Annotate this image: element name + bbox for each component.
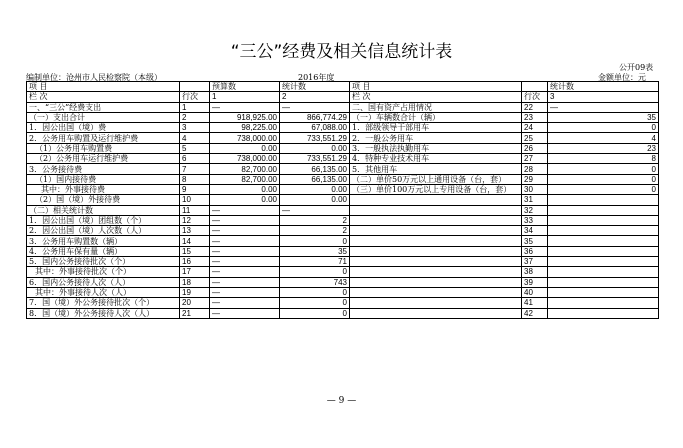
right-actual-value: 4 bbox=[548, 133, 659, 143]
actual-value: 71 bbox=[280, 257, 350, 267]
actual-value: 733,551.29 bbox=[280, 154, 350, 164]
statistics-table bbox=[26, 81, 659, 319]
table-row bbox=[27, 287, 659, 297]
right-row-no: 22 bbox=[522, 102, 548, 112]
left-item-label: 3．公务接待费 bbox=[27, 164, 180, 174]
budget-value: 82,700.00 bbox=[210, 174, 280, 184]
right-row-no: 33 bbox=[522, 215, 548, 225]
right-row-no: 23 bbox=[522, 112, 548, 122]
left-row-no: 11 bbox=[180, 205, 210, 215]
right-item-label: 3．一般执法执勤用车 bbox=[350, 143, 522, 153]
left-item-label: （2）国（境）外接待费 bbox=[27, 195, 180, 205]
budget-value: — bbox=[210, 215, 280, 225]
left-row-no: 14 bbox=[180, 236, 210, 246]
table-row bbox=[27, 277, 659, 287]
left-row-no: 21 bbox=[180, 308, 210, 318]
table-row bbox=[27, 226, 659, 236]
left-row-no: 7 bbox=[180, 164, 210, 174]
actual-value: 0.00 bbox=[280, 184, 350, 194]
left-row-no: 4 bbox=[180, 133, 210, 143]
right-item-label bbox=[350, 267, 522, 277]
header-actual: 统计数 bbox=[280, 82, 350, 92]
actual-value: 0 bbox=[280, 287, 350, 297]
header-actual-right: 统计数 bbox=[548, 82, 659, 92]
table-row bbox=[27, 195, 659, 205]
table-row bbox=[27, 123, 659, 133]
right-item-label bbox=[350, 215, 522, 225]
budget-value: — bbox=[210, 277, 280, 287]
left-row-no: 12 bbox=[180, 215, 210, 225]
left-row-no: 19 bbox=[180, 287, 210, 297]
left-row-no: 9 bbox=[180, 184, 210, 194]
left-item-label: （1）公务用车购置费 bbox=[27, 143, 180, 153]
right-actual-value: — bbox=[548, 102, 659, 112]
right-row-no: 35 bbox=[522, 236, 548, 246]
table-row bbox=[27, 246, 659, 256]
right-row-no: 37 bbox=[522, 257, 548, 267]
left-item-label: 2．因公出国（境）人次数（人） bbox=[27, 226, 180, 236]
left-item-label: 其中：外事接待批次（个） bbox=[27, 267, 180, 277]
left-row-no: 5 bbox=[180, 143, 210, 153]
actual-value: 0 bbox=[280, 308, 350, 318]
right-actual-value bbox=[548, 287, 659, 297]
table-row bbox=[27, 184, 659, 194]
left-item-label: 1．因公出国（境）费 bbox=[27, 123, 180, 133]
left-item-label: （1）国内接待费 bbox=[27, 174, 180, 184]
header-row bbox=[27, 82, 659, 92]
budget-value: 0.00 bbox=[210, 143, 280, 153]
budget-value: 0.00 bbox=[210, 184, 280, 194]
right-item-label: 二、国有资产占用情况 bbox=[350, 102, 522, 112]
left-row-no: 8 bbox=[180, 174, 210, 184]
left-item-label: 其中：外事接待人次（人） bbox=[27, 287, 180, 297]
table-row bbox=[27, 257, 659, 267]
report-year: 2016年度 bbox=[298, 73, 335, 82]
left-item-label: 8．国（境）外公务接待人次（人） bbox=[27, 308, 180, 318]
actual-value: 0.00 bbox=[280, 143, 350, 153]
right-actual-value bbox=[548, 308, 659, 318]
column-label: 栏 次 bbox=[27, 92, 180, 102]
column-label-right: 栏 次 bbox=[350, 92, 522, 102]
page-number: — 9 — bbox=[326, 396, 357, 406]
left-row-no: 15 bbox=[180, 246, 210, 256]
right-row-no: 40 bbox=[522, 287, 548, 297]
right-item-label: （二）单价50万元以上通用设备（台，套） bbox=[350, 174, 522, 184]
right-item-label: （三）单价100万元以上专用设备（台，套） bbox=[350, 184, 522, 194]
table-row bbox=[27, 205, 659, 215]
budget-value: 738,000.00 bbox=[210, 154, 280, 164]
right-item-label bbox=[350, 226, 522, 236]
left-item-label: 3．公务用车购置数（辆） bbox=[27, 236, 180, 246]
budget-value: 918,925.00 bbox=[210, 112, 280, 122]
table-row bbox=[27, 236, 659, 246]
right-row-no: 26 bbox=[522, 143, 548, 153]
actual-value: 67,088.00 bbox=[280, 123, 350, 133]
right-item-label: 4．特种专业技术用车 bbox=[350, 154, 522, 164]
right-item-label: 2．一般公务用车 bbox=[350, 133, 522, 143]
budget-value: 738,000.00 bbox=[210, 133, 280, 143]
right-item-label bbox=[350, 277, 522, 287]
budget-value: 82,700.00 bbox=[210, 164, 280, 174]
actual-value: 66,135.00 bbox=[280, 174, 350, 184]
right-actual-value bbox=[548, 277, 659, 287]
left-row-no: 10 bbox=[180, 195, 210, 205]
column-3: 3 bbox=[548, 92, 659, 102]
actual-value: 0 bbox=[280, 298, 350, 308]
actual-value: 2 bbox=[280, 215, 350, 225]
right-actual-value bbox=[548, 246, 659, 256]
left-item-label: 1．因公出国（境）团组数（个） bbox=[27, 215, 180, 225]
header-item-right: 项 目 bbox=[350, 82, 522, 92]
budget-value: 0.00 bbox=[210, 195, 280, 205]
actual-value: 0.00 bbox=[280, 195, 350, 205]
table-row bbox=[27, 133, 659, 143]
table-row bbox=[27, 164, 659, 174]
left-row-no: 20 bbox=[180, 298, 210, 308]
amount-unit: 金额单位：元 bbox=[598, 73, 646, 82]
right-row-no: 42 bbox=[522, 308, 548, 318]
form-code: 公开09表 bbox=[619, 63, 654, 72]
left-row-no: 16 bbox=[180, 257, 210, 267]
right-actual-value: 0 bbox=[548, 123, 659, 133]
actual-value: 743 bbox=[280, 277, 350, 287]
table-row bbox=[27, 298, 659, 308]
budget-value: — bbox=[210, 267, 280, 277]
right-item-label bbox=[350, 246, 522, 256]
left-row-no: 6 bbox=[180, 154, 210, 164]
row-no-label-right: 行次 bbox=[522, 92, 548, 102]
left-item-label: 7．国（境）外公务接待批次（个） bbox=[27, 298, 180, 308]
header-item: 项 目 bbox=[27, 82, 180, 92]
right-actual-value bbox=[548, 298, 659, 308]
right-row-no: 39 bbox=[522, 277, 548, 287]
right-actual-value bbox=[548, 257, 659, 267]
right-actual-value bbox=[548, 267, 659, 277]
table-row bbox=[27, 112, 659, 122]
right-actual-value bbox=[548, 195, 659, 205]
compiling-unit: 编制单位：沧州市人民检察院（本级） bbox=[26, 73, 162, 82]
actual-value: 0 bbox=[280, 236, 350, 246]
right-actual-value bbox=[548, 236, 659, 246]
table-row bbox=[27, 215, 659, 225]
right-item-label: （一）车辆数合计（辆） bbox=[350, 112, 522, 122]
right-actual-value: 0 bbox=[548, 164, 659, 174]
right-row-no: 36 bbox=[522, 246, 548, 256]
right-actual-value bbox=[548, 205, 659, 215]
budget-value: — bbox=[210, 226, 280, 236]
right-actual-value bbox=[548, 226, 659, 236]
right-row-no: 28 bbox=[522, 164, 548, 174]
column-index-row bbox=[27, 92, 659, 102]
right-actual-value: 23 bbox=[548, 143, 659, 153]
right-item-label bbox=[350, 257, 522, 267]
left-item-label: 5．国内公务接待批次（个） bbox=[27, 257, 180, 267]
table-row bbox=[27, 154, 659, 164]
actual-value: 35 bbox=[280, 246, 350, 256]
table-row bbox=[27, 308, 659, 318]
right-row-no: 29 bbox=[522, 174, 548, 184]
table-row bbox=[27, 267, 659, 277]
budget-value: — bbox=[210, 102, 280, 112]
column-1: 1 bbox=[210, 92, 280, 102]
right-row-no: 41 bbox=[522, 298, 548, 308]
right-actual-value: 8 bbox=[548, 154, 659, 164]
page-title: “三公”经费及相关信息统计表 bbox=[230, 42, 453, 62]
right-row-no: 24 bbox=[522, 123, 548, 133]
budget-value: — bbox=[210, 246, 280, 256]
right-actual-value: 0 bbox=[548, 184, 659, 194]
right-actual-value bbox=[548, 215, 659, 225]
right-item-label: 1．部级领导干部用车 bbox=[350, 123, 522, 133]
right-item-label bbox=[350, 308, 522, 318]
right-row-no: 34 bbox=[522, 226, 548, 236]
left-item-label: 一、“三公”经费支出 bbox=[27, 102, 180, 112]
right-row-no: 30 bbox=[522, 184, 548, 194]
budget-value: — bbox=[210, 287, 280, 297]
left-row-no: 1 bbox=[180, 102, 210, 112]
left-item-label: 其中：外事接待费 bbox=[27, 184, 180, 194]
right-row-no: 31 bbox=[522, 195, 548, 205]
right-item-label: 5．其他用车 bbox=[350, 164, 522, 174]
left-item-label: （二）相关统计数 bbox=[27, 205, 180, 215]
budget-value: 98,225.00 bbox=[210, 123, 280, 133]
right-actual-value: 0 bbox=[548, 174, 659, 184]
left-row-no: 18 bbox=[180, 277, 210, 287]
right-item-label bbox=[350, 287, 522, 297]
actual-value: — bbox=[280, 205, 350, 215]
table-row bbox=[27, 102, 659, 112]
right-row-no: 25 bbox=[522, 133, 548, 143]
budget-value: — bbox=[210, 257, 280, 267]
table-row bbox=[27, 174, 659, 184]
right-item-label bbox=[350, 195, 522, 205]
right-row-no: 38 bbox=[522, 267, 548, 277]
left-item-label: 2．公务用车购置及运行维护费 bbox=[27, 133, 180, 143]
budget-value: — bbox=[210, 205, 280, 215]
left-item-label: （2）公务用车运行维护费 bbox=[27, 154, 180, 164]
row-no-label: 行次 bbox=[180, 92, 210, 102]
right-row-no: 32 bbox=[522, 205, 548, 215]
left-row-no: 17 bbox=[180, 267, 210, 277]
budget-value: — bbox=[210, 236, 280, 246]
actual-value: 733,551.29 bbox=[280, 133, 350, 143]
right-row-no: 27 bbox=[522, 154, 548, 164]
budget-value: — bbox=[210, 308, 280, 318]
header-budget: 预算数 bbox=[210, 82, 280, 92]
actual-value: — bbox=[280, 102, 350, 112]
column-2: 2 bbox=[280, 92, 350, 102]
left-item-label: （一）支出合计 bbox=[27, 112, 180, 122]
left-row-no: 3 bbox=[180, 123, 210, 133]
table-row bbox=[27, 143, 659, 153]
right-actual-value: 35 bbox=[548, 112, 659, 122]
left-row-no: 13 bbox=[180, 226, 210, 236]
budget-value: — bbox=[210, 298, 280, 308]
actual-value: 866,774.29 bbox=[280, 112, 350, 122]
actual-value: 66,135.00 bbox=[280, 164, 350, 174]
right-item-label bbox=[350, 205, 522, 215]
left-item-label: 4．公务用车保有量（辆） bbox=[27, 246, 180, 256]
actual-value: 0 bbox=[280, 267, 350, 277]
right-item-label bbox=[350, 236, 522, 246]
left-item-label: 6．国内公务接待人次（人） bbox=[27, 277, 180, 287]
actual-value: 2 bbox=[280, 226, 350, 236]
left-row-no: 2 bbox=[180, 112, 210, 122]
right-item-label bbox=[350, 298, 522, 308]
